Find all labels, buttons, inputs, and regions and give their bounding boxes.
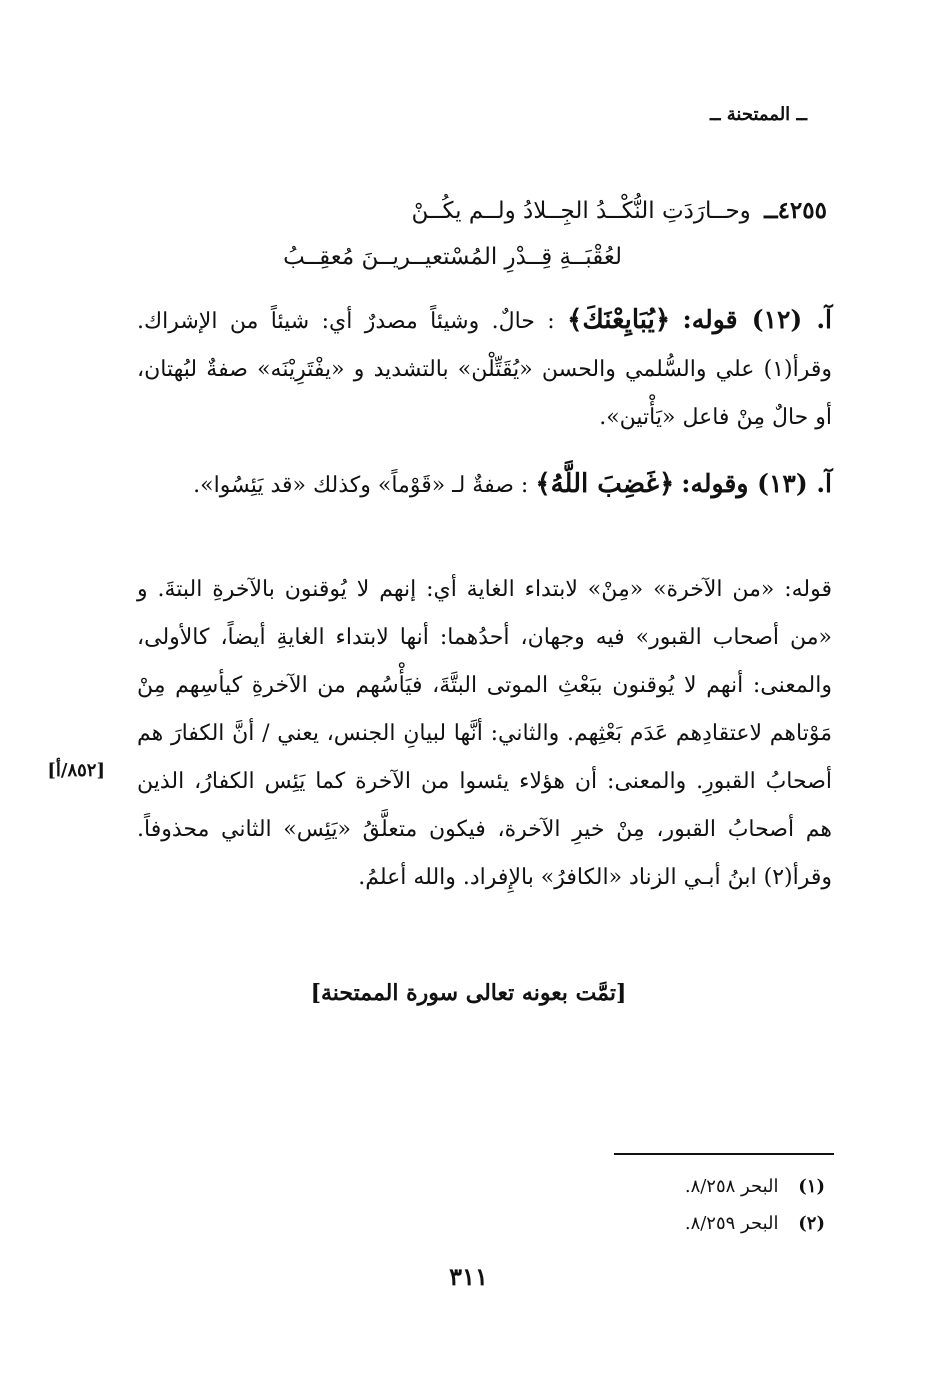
footnote-1 [685, 1176, 825, 1197]
footnote-number: (١) [798, 1176, 825, 1197]
running-title: ــ الممتحنة ــ [709, 104, 807, 125]
footnote-text: البحر ٨/٢٥٩. [684, 1213, 779, 1234]
surah-closing-note: [تمَّت بعونه تعالى سورة الممتحنة] [310, 980, 627, 1006]
margin-folio-reference: [٨٥٢/أ] [47, 760, 105, 781]
paragraph-ayah-12 [137, 296, 832, 442]
paragraph-text: : حالٌ. وشيئاً مصدرٌ أي: شيئاً من الإشراك. وقرأ(١) علي والسُّلمي والحسن «يُقَتِّلْن» بالتشديد و «يفْتَرِيْنَه» صفةٌ لبُهتان، أو حالٌ مِنْ فاعل «يَأْتين». [137, 309, 832, 430]
page-number: ٣١١ [449, 1262, 488, 1291]
paragraph-text: قوله: «من الآخرة» «مِنْ» لابتداء الغاية أي: إنهم لا يُوقنون بالآخرةِ البتةَ. و «من أصحاب القبور» فيه وجهان، أحدُهما: أنها لابتداء الغايةِ أيضاً، كالأولى، والمعنى: أنهم لا يُوقنون ببَعْثِ الموتى البتَّةَ، فيَأْسُهم من الآخرةِ كيأسِهم مِنْ مَوْتاهم لاعتقادِهم عَدَم بَعْثِهم. والثاني: أنَّها لبيانِ الجنس، يعني / أنَّ الكفارَ هم أصحابُ القبورِ. والمعنى: أن هؤلاء يئسوا من الآخرة كما يَئِس الكفارُ، الذين هم أصحابُ القبور، مِنْ خيرِ الآخرة، فيكون متعلَّقُ «يَئِس» الثاني محذوفاً. وقرأ(٢) ابنُ أبـي الزناد «الكافرُ» بالإِفراد. والله أعلمُ. [137, 577, 832, 890]
paragraph-commentary [137, 566, 832, 902]
verse-line-1-text: وحــارَدَتِ النُّكْــدُ الجِــلادُ ولــم يكُــنْ [411, 198, 751, 224]
footnote-number: (٢) [798, 1213, 825, 1234]
quran-quote: ﴿يُبَايِعْنَكَ﴾ [567, 305, 671, 335]
footnote-text: البحر ٨/٢٥٨. [684, 1176, 779, 1197]
footnote-divider [614, 1153, 834, 1155]
verse-line-1 [107, 188, 827, 234]
footnote-2 [685, 1213, 825, 1234]
paragraph-lead: آ. (١٣) وقوله: [681, 469, 832, 498]
paragraph-lead: آ. (١٢) قوله: [682, 305, 832, 334]
paragraph-ayah-13 [137, 460, 832, 510]
verse-number: ٤٢٥٥ــ [764, 197, 827, 224]
verse-line-2: لعُقْبَــةِ قِــدْرِ المُسْتعيــريــنَ مُعقِــبُ [283, 244, 622, 270]
paragraph-text: : صفةٌ لـ «قَوْماً» وكذلك «قد يَئِسُوا». [193, 473, 529, 498]
quran-quote: ﴿غَضِبَ اللَّهُ﴾ [535, 469, 675, 499]
